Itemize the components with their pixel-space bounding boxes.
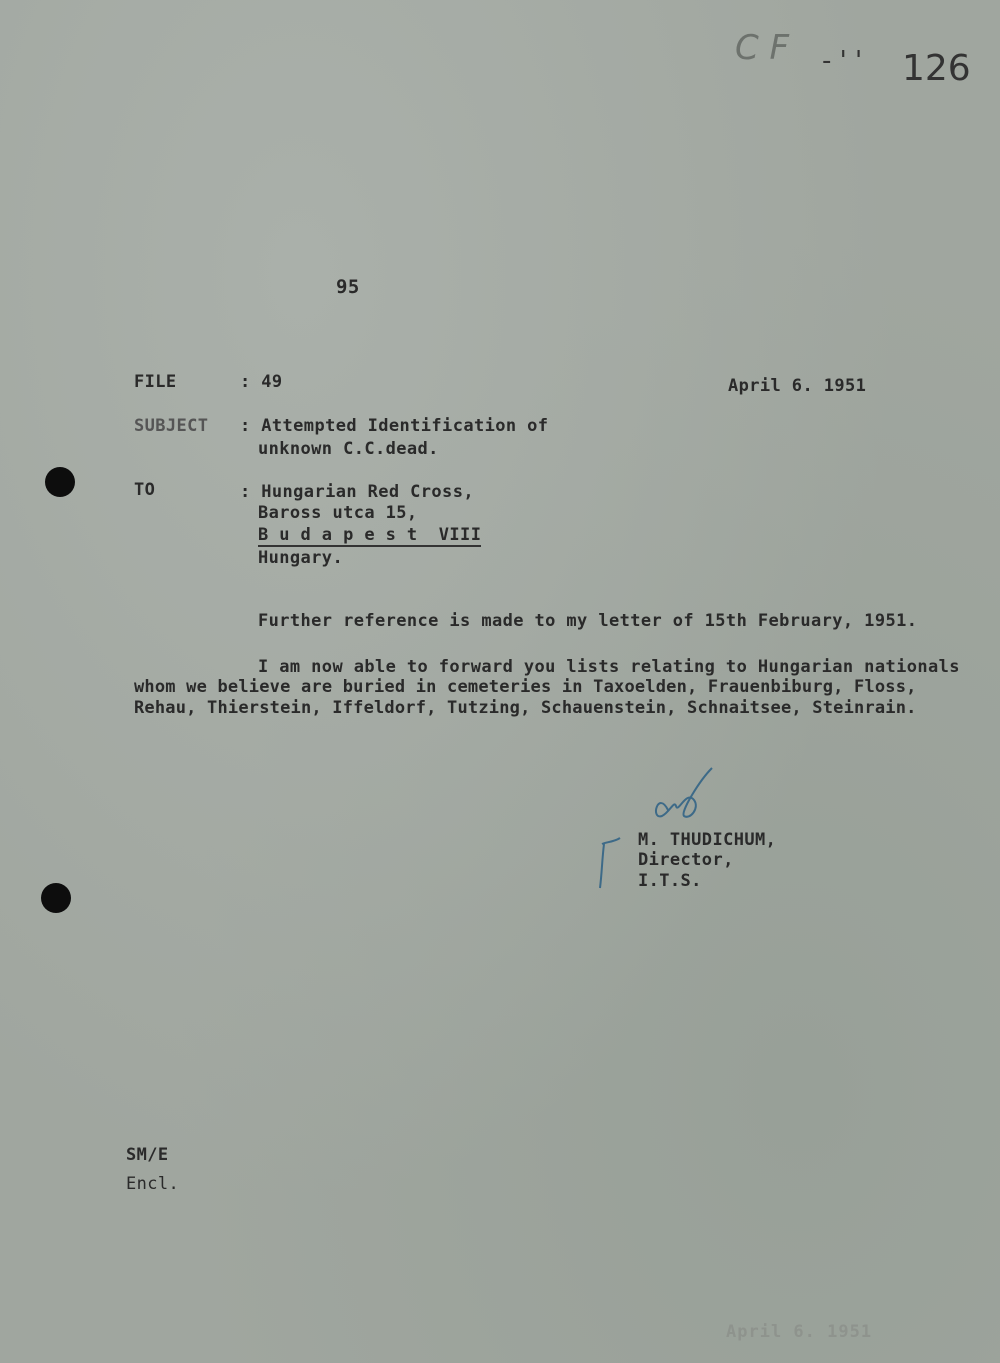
subject-line-1: : Attempted Identification of <box>240 416 549 436</box>
reference-initials: SM/E <box>126 1145 169 1165</box>
signatory-name: M. THUDICHUM, <box>638 830 777 850</box>
to-line-3: B u d a p e s t VIII <box>258 525 482 545</box>
file-value: : 49 <box>240 372 283 392</box>
faded-date-stamp: April 6. 1951 <box>726 1322 873 1342</box>
to-line-4: Hungary. <box>258 548 344 568</box>
file-label: FILE <box>134 372 177 392</box>
signatory-title: Director, <box>638 850 734 870</box>
page-number: 126 <box>902 48 971 89</box>
body-paragraph-1: Further reference is made to my letter of 15th February, 1951. <box>258 611 918 631</box>
to-line-2: Baross utca 15, <box>258 503 418 523</box>
document-number: 95 <box>336 276 360 298</box>
subject-label: SUBJECT <box>134 416 209 436</box>
annotation-dash: - ' ' <box>822 46 863 76</box>
annotation-cf: C F <box>735 28 790 68</box>
body-paragraph-2-line-3: Rehau, Thierstein, Iffeldorf, Tutzing, Schauenstein, Schnaitsee, Steinrain. <box>134 698 917 718</box>
subject-line-2: unknown C.C.dead. <box>258 439 439 459</box>
punch-hole-top <box>45 467 75 497</box>
body-paragraph-2-line-2: whom we believe are buried in cemeteries in Taxoelden, Frauenbiburg, Floss, <box>134 677 917 697</box>
letter-date: April 6. 1951 <box>728 376 867 396</box>
body-paragraph-2-line-1: I am now able to forward you lists relating to Hungarian nationals <box>258 657 960 677</box>
punch-hole-bottom <box>41 883 71 913</box>
to-line-1: : Hungarian Red Cross, <box>240 482 474 502</box>
signatory-org: I.T.S. <box>638 871 702 891</box>
enclosure-note: Encl. <box>126 1174 180 1194</box>
to-label: TO <box>134 480 156 500</box>
